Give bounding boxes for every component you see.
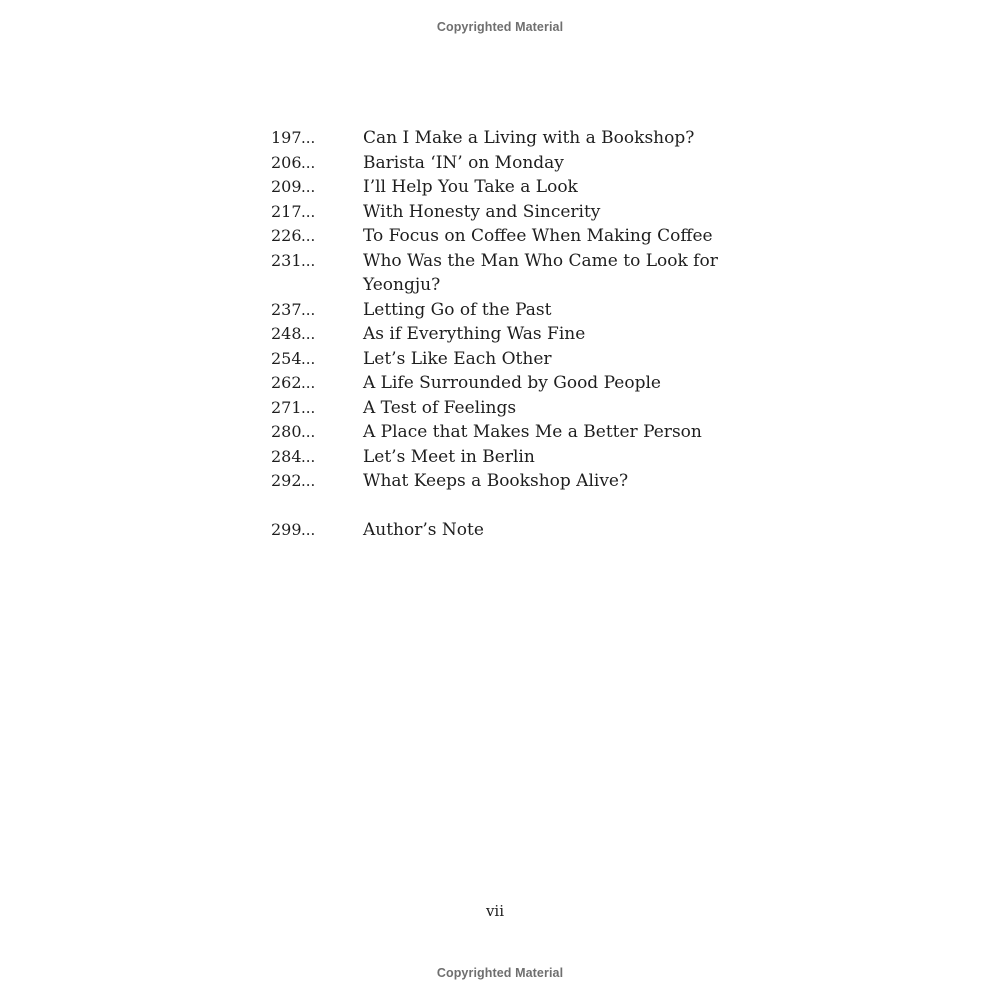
toc-leader: ... — [301, 521, 316, 539]
toc-page-number: 237 — [271, 299, 302, 319]
toc-chapter-title: As if Everything Was Fine — [363, 324, 586, 344]
toc-page-number: 271 — [271, 397, 302, 417]
toc-chapter-title: A Life Surrounded by Good People — [363, 373, 661, 393]
toc-entry — [271, 175, 731, 200]
toc-chapter-title: What Keeps a Bookshop Alive? — [363, 471, 629, 491]
toc-entry — [271, 371, 731, 396]
toc-entry — [271, 249, 731, 298]
toc-page-number: 217 — [271, 201, 302, 221]
toc-entry — [271, 445, 731, 470]
toc-chapter-title: To Focus on Coffee When Making Coffee — [363, 226, 713, 246]
table-of-contents — [271, 126, 731, 543]
toc-entry — [271, 347, 731, 372]
toc-chapter-title: Let’s Like Each Other — [363, 348, 552, 369]
copyright-watermark-top: Copyrighted Material — [436, 20, 564, 34]
toc-page-number: 299 — [271, 520, 302, 539]
toc-chapter-title: Letting Go of the Past — [363, 299, 552, 320]
copyright-watermark-bottom: Copyrighted Material — [436, 966, 564, 980]
toc-chapter-title: Author’s Note — [363, 520, 484, 540]
toc-entry — [271, 151, 731, 176]
toc-entry — [271, 396, 731, 421]
toc-leader: ... — [301, 423, 316, 441]
toc-leader: ... — [301, 202, 316, 221]
toc-leader: ... — [301, 251, 316, 270]
toc-leader: ... — [301, 472, 316, 490]
toc-leader: ... — [301, 178, 316, 196]
toc-leader: ... — [301, 325, 316, 343]
toc-leader: ... — [301, 398, 316, 417]
toc-page-number: 226 — [271, 226, 302, 245]
toc-entry — [271, 224, 731, 249]
toc-leader: ... — [301, 129, 316, 147]
toc-page-number: 292 — [271, 471, 302, 490]
toc-leader: ... — [301, 300, 316, 319]
toc-chapter-title: Who Was the Man Who Came to Look for Yeongju? — [363, 250, 718, 295]
toc-page-number: 280 — [271, 422, 302, 441]
toc-chapter-title: Barista ‘IN’ on Monday — [363, 152, 564, 173]
toc-entry — [271, 469, 731, 494]
toc-entry — [271, 420, 731, 445]
toc-entry — [271, 298, 731, 323]
toc-leader: ... — [301, 349, 316, 368]
toc-page-number: 206 — [271, 152, 302, 172]
toc-chapter-title: With Honesty and Sincerity — [363, 201, 601, 222]
toc-page-number: 262 — [271, 373, 302, 392]
toc-chapter-title: Let’s Meet in Berlin — [363, 446, 535, 467]
toc-page-number: 197 — [271, 128, 302, 147]
toc-chapter-title: I’ll Help You Take a Look — [363, 177, 578, 197]
toc-page-number: 209 — [271, 177, 302, 196]
toc-page-number: 231 — [271, 250, 302, 270]
toc-leader: ... — [301, 153, 316, 172]
toc-page-number: 254 — [271, 348, 302, 368]
toc-chapter-title: A Place that Makes Me a Better Person — [363, 422, 702, 442]
toc-chapter-title: Can I Make a Living with a Bookshop? — [363, 128, 695, 148]
page-number-folio: vii — [485, 902, 505, 920]
toc-entry — [271, 518, 731, 543]
toc-entry — [271, 126, 731, 151]
toc-leader: ... — [301, 227, 316, 245]
toc-entry — [271, 200, 731, 225]
toc-leader: ... — [301, 374, 316, 392]
toc-chapter-title: A Test of Feelings — [363, 397, 517, 418]
toc-leader: ... — [301, 447, 316, 466]
toc-page-number: 284 — [271, 446, 302, 466]
toc-page-number: 248 — [271, 324, 302, 343]
toc-entry — [271, 322, 731, 347]
